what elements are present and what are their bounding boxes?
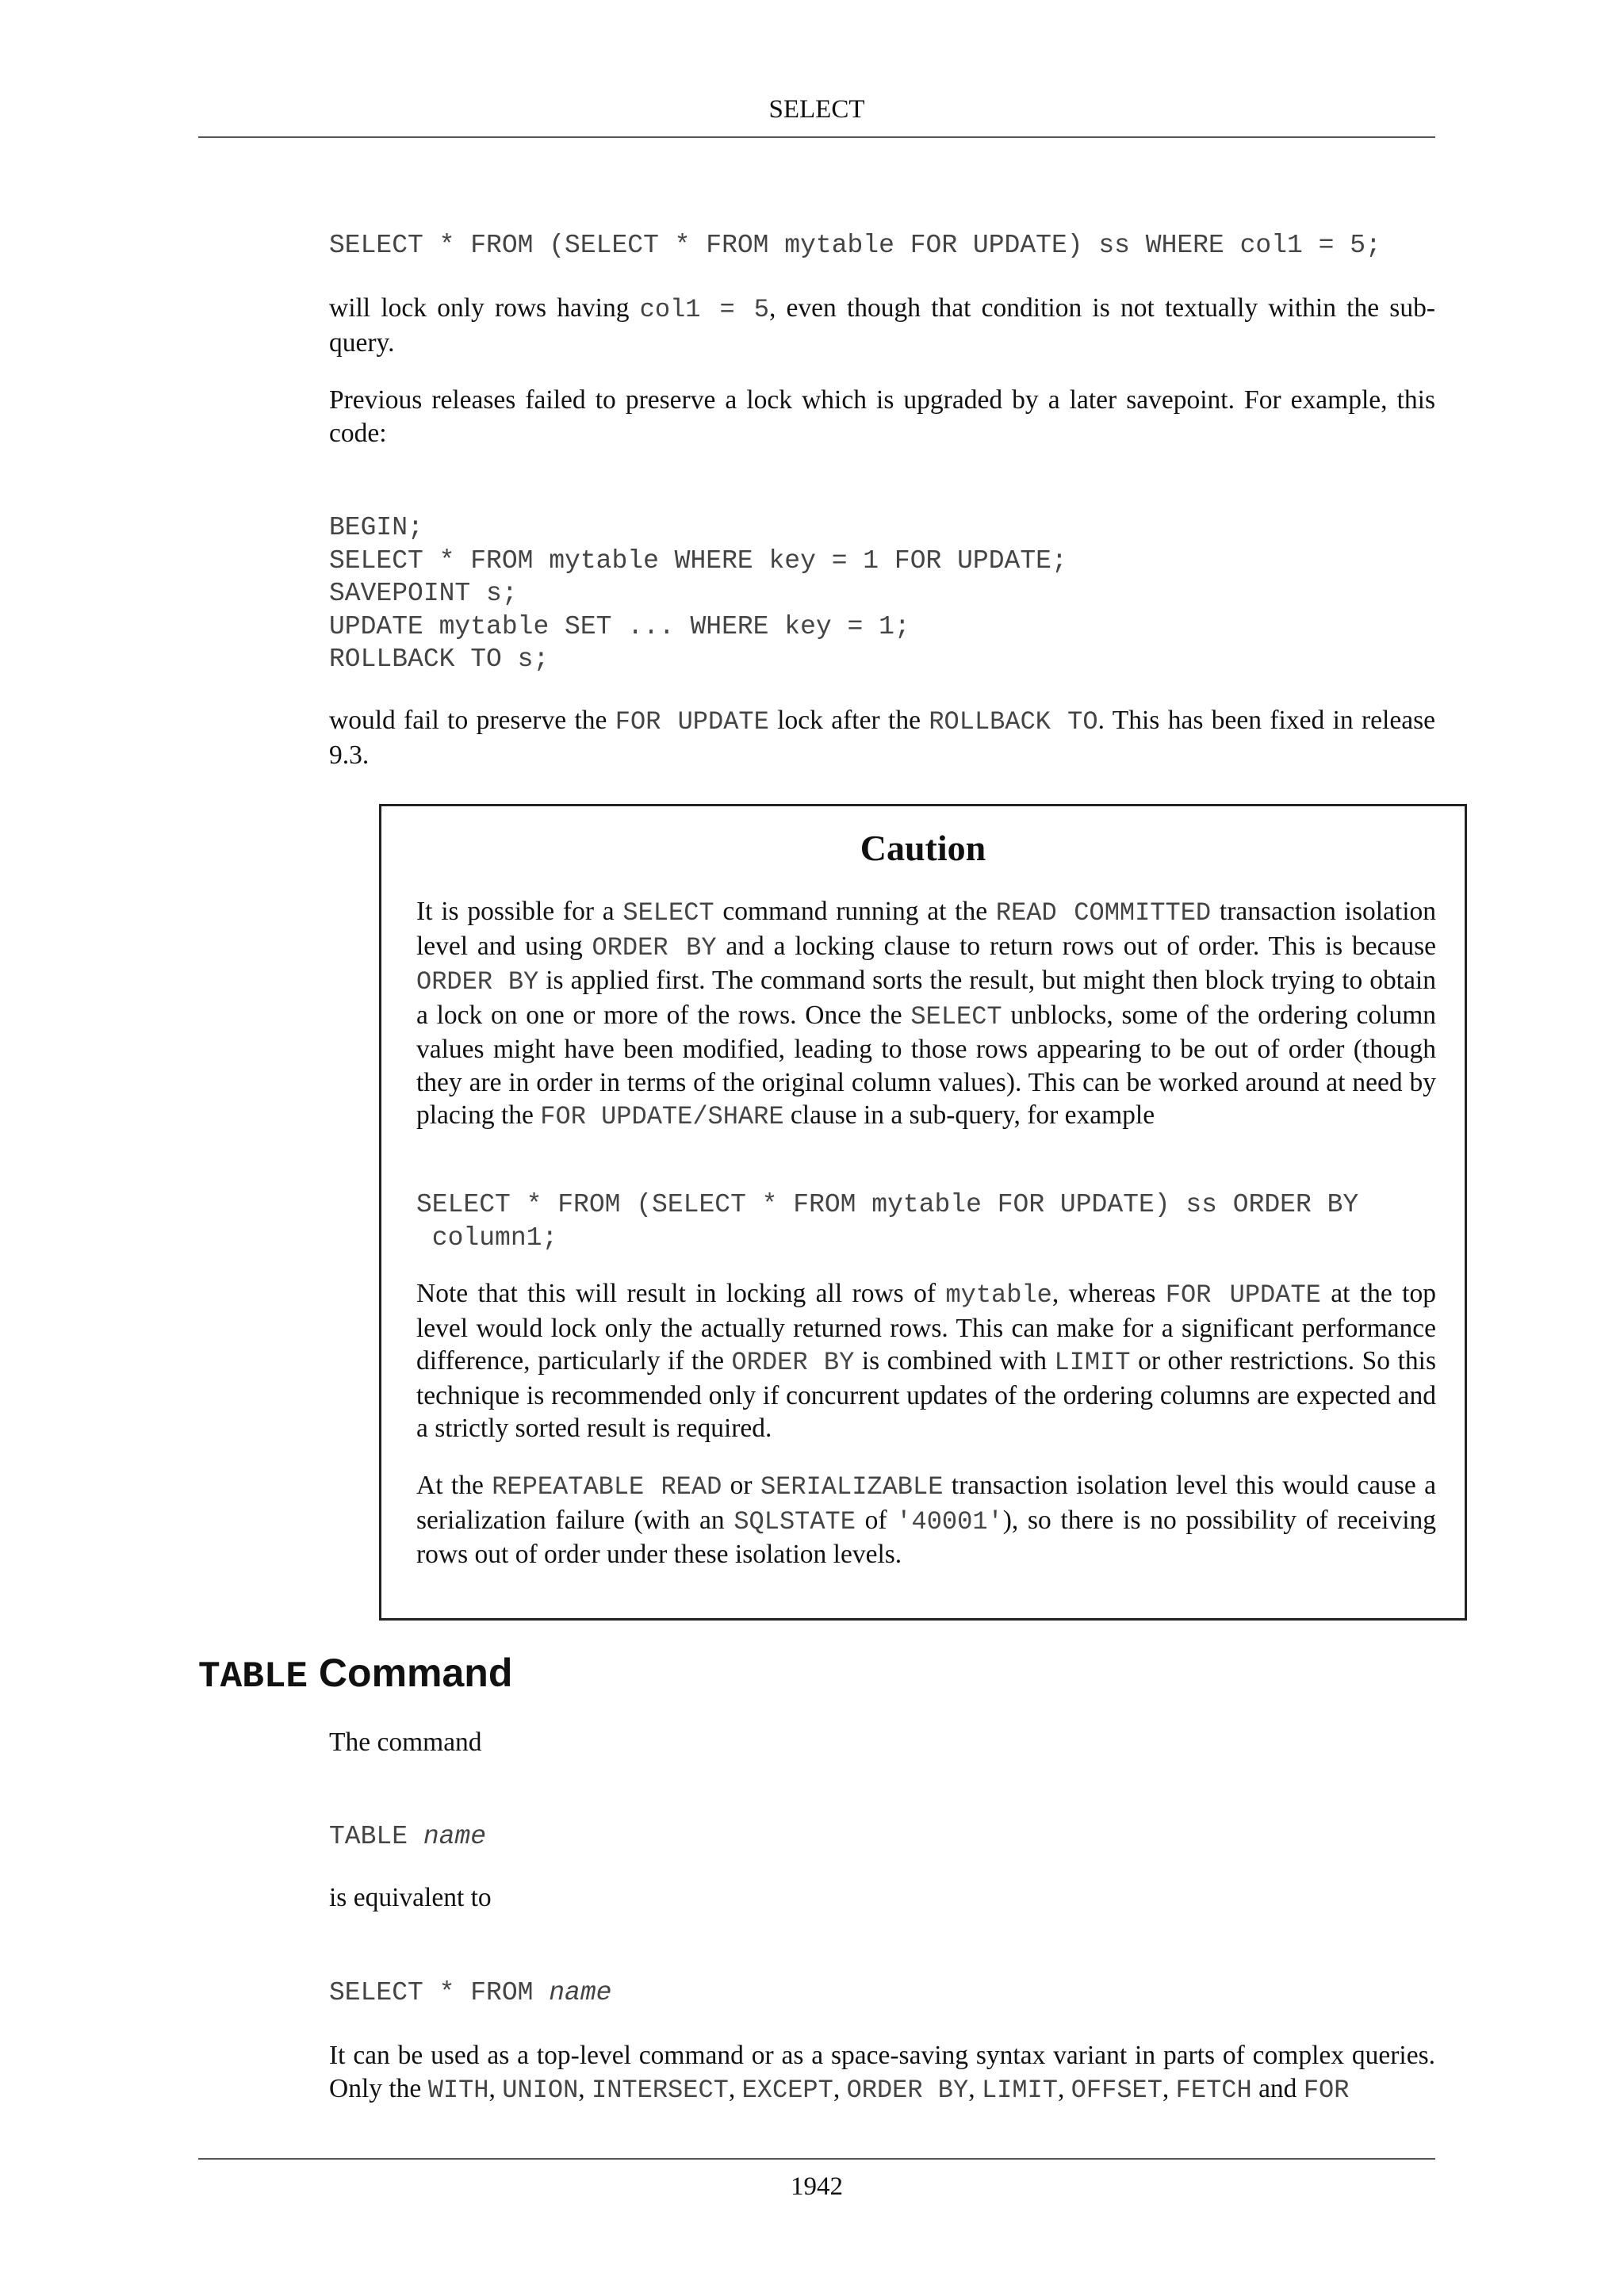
paragraph-equivalent-to: is equivalent to (329, 1883, 492, 1912)
code-select-from-name: SELECT * FROM name (329, 1978, 612, 2007)
footer-rule (198, 2158, 1435, 2160)
paragraph-lock-rows: will lock only rows having col1 = 5, even though that condition is not textually within the sub-query. (329, 293, 1435, 358)
caution-code-block (416, 1188, 1358, 1255)
code-line: BEGIN; (329, 513, 423, 542)
code-block-savepoint (329, 511, 1067, 676)
caution-paragraph-isolation: At the REPEATABLE READ or SERIALIZABLE transaction isolation level this would cause a serialization failure (with an SQLSTATE of '40001'), so there is no possibility of receiving rows out of order under these isolation levels. (416, 1471, 1437, 1569)
code-line: SELECT * FROM (SELECT * FROM mytable FOR UPDATE) ss ORDER BY (416, 1190, 1359, 1219)
code-line: SAVEPOINT s; (329, 579, 518, 608)
page-number: 1942 (791, 2172, 843, 2201)
paragraph-the-command: The command (329, 1728, 482, 1757)
code-line: UPDATE mytable SET ... WHERE key = 1; (329, 611, 910, 641)
code-line: SELECT * FROM mytable WHERE key = 1 FOR UPDATE; (329, 545, 1067, 576)
caution-paragraph-locking: Note that this will result in locking all rows of mytable, whereas FOR UPDATE at the top level would lock only the actually returned rows. This can make for a significant performance difference, particularly if the ORDER BY is combined with LIMIT or other restrictions. So this technique is recommended only if concurrent updates of the ordering columns are expected and a strictly sorted result is required. (416, 1279, 1436, 1443)
code-line: column1; (416, 1223, 558, 1253)
paragraph-top-level-command: It can be used as a top-level command or as a space-saving syntax variant in parts of complex queries. Only the WITH, UNION, INTERSECT, EXCEPT, ORDER BY, LIMIT, OFFSET, FETCH and FOR (329, 2041, 1435, 2105)
caution-title: Caution (860, 828, 986, 868)
caution-box (379, 804, 1467, 1621)
code-line: ROLLBACK TO s; (329, 645, 550, 674)
paragraph-fixed-release: would fail to preserve the FOR UPDATE lock after the ROLLBACK TO. This has been fixed in release 9.3. (329, 706, 1436, 770)
code-subquery-lock: SELECT * FROM (SELECT * FROM mytable FOR UPDATE) ss WHERE col1 = 5; (329, 231, 1381, 260)
section-heading-table-command: TABLE Command (198, 1651, 513, 1697)
running-header: SELECT (768, 95, 865, 124)
header-rule (198, 136, 1435, 138)
paragraph-previous-releases: Previous releases failed to preserve a lock which is upgraded by a later savepoint. For example, this code: (329, 385, 1435, 448)
caution-paragraph-order: It is possible for a SELECT command running at the READ COMMITTED transaction isolation level and using ORDER BY and a locking clause to return rows out of order. This is because ORDER BY is applied first. The command sorts the result, but might then block trying to obtain a lock on one or more of the rows. Once the SELECT unblocks, some of the ordering column values might have been modified, leading to those rows appearing to be out of order (though they are in order in terms of the original column values). This can be worked around at need by placing the FOR UPDATE/SHARE clause in a sub-query, for example (416, 897, 1437, 1131)
code-table-name: TABLE name (329, 1822, 487, 1851)
